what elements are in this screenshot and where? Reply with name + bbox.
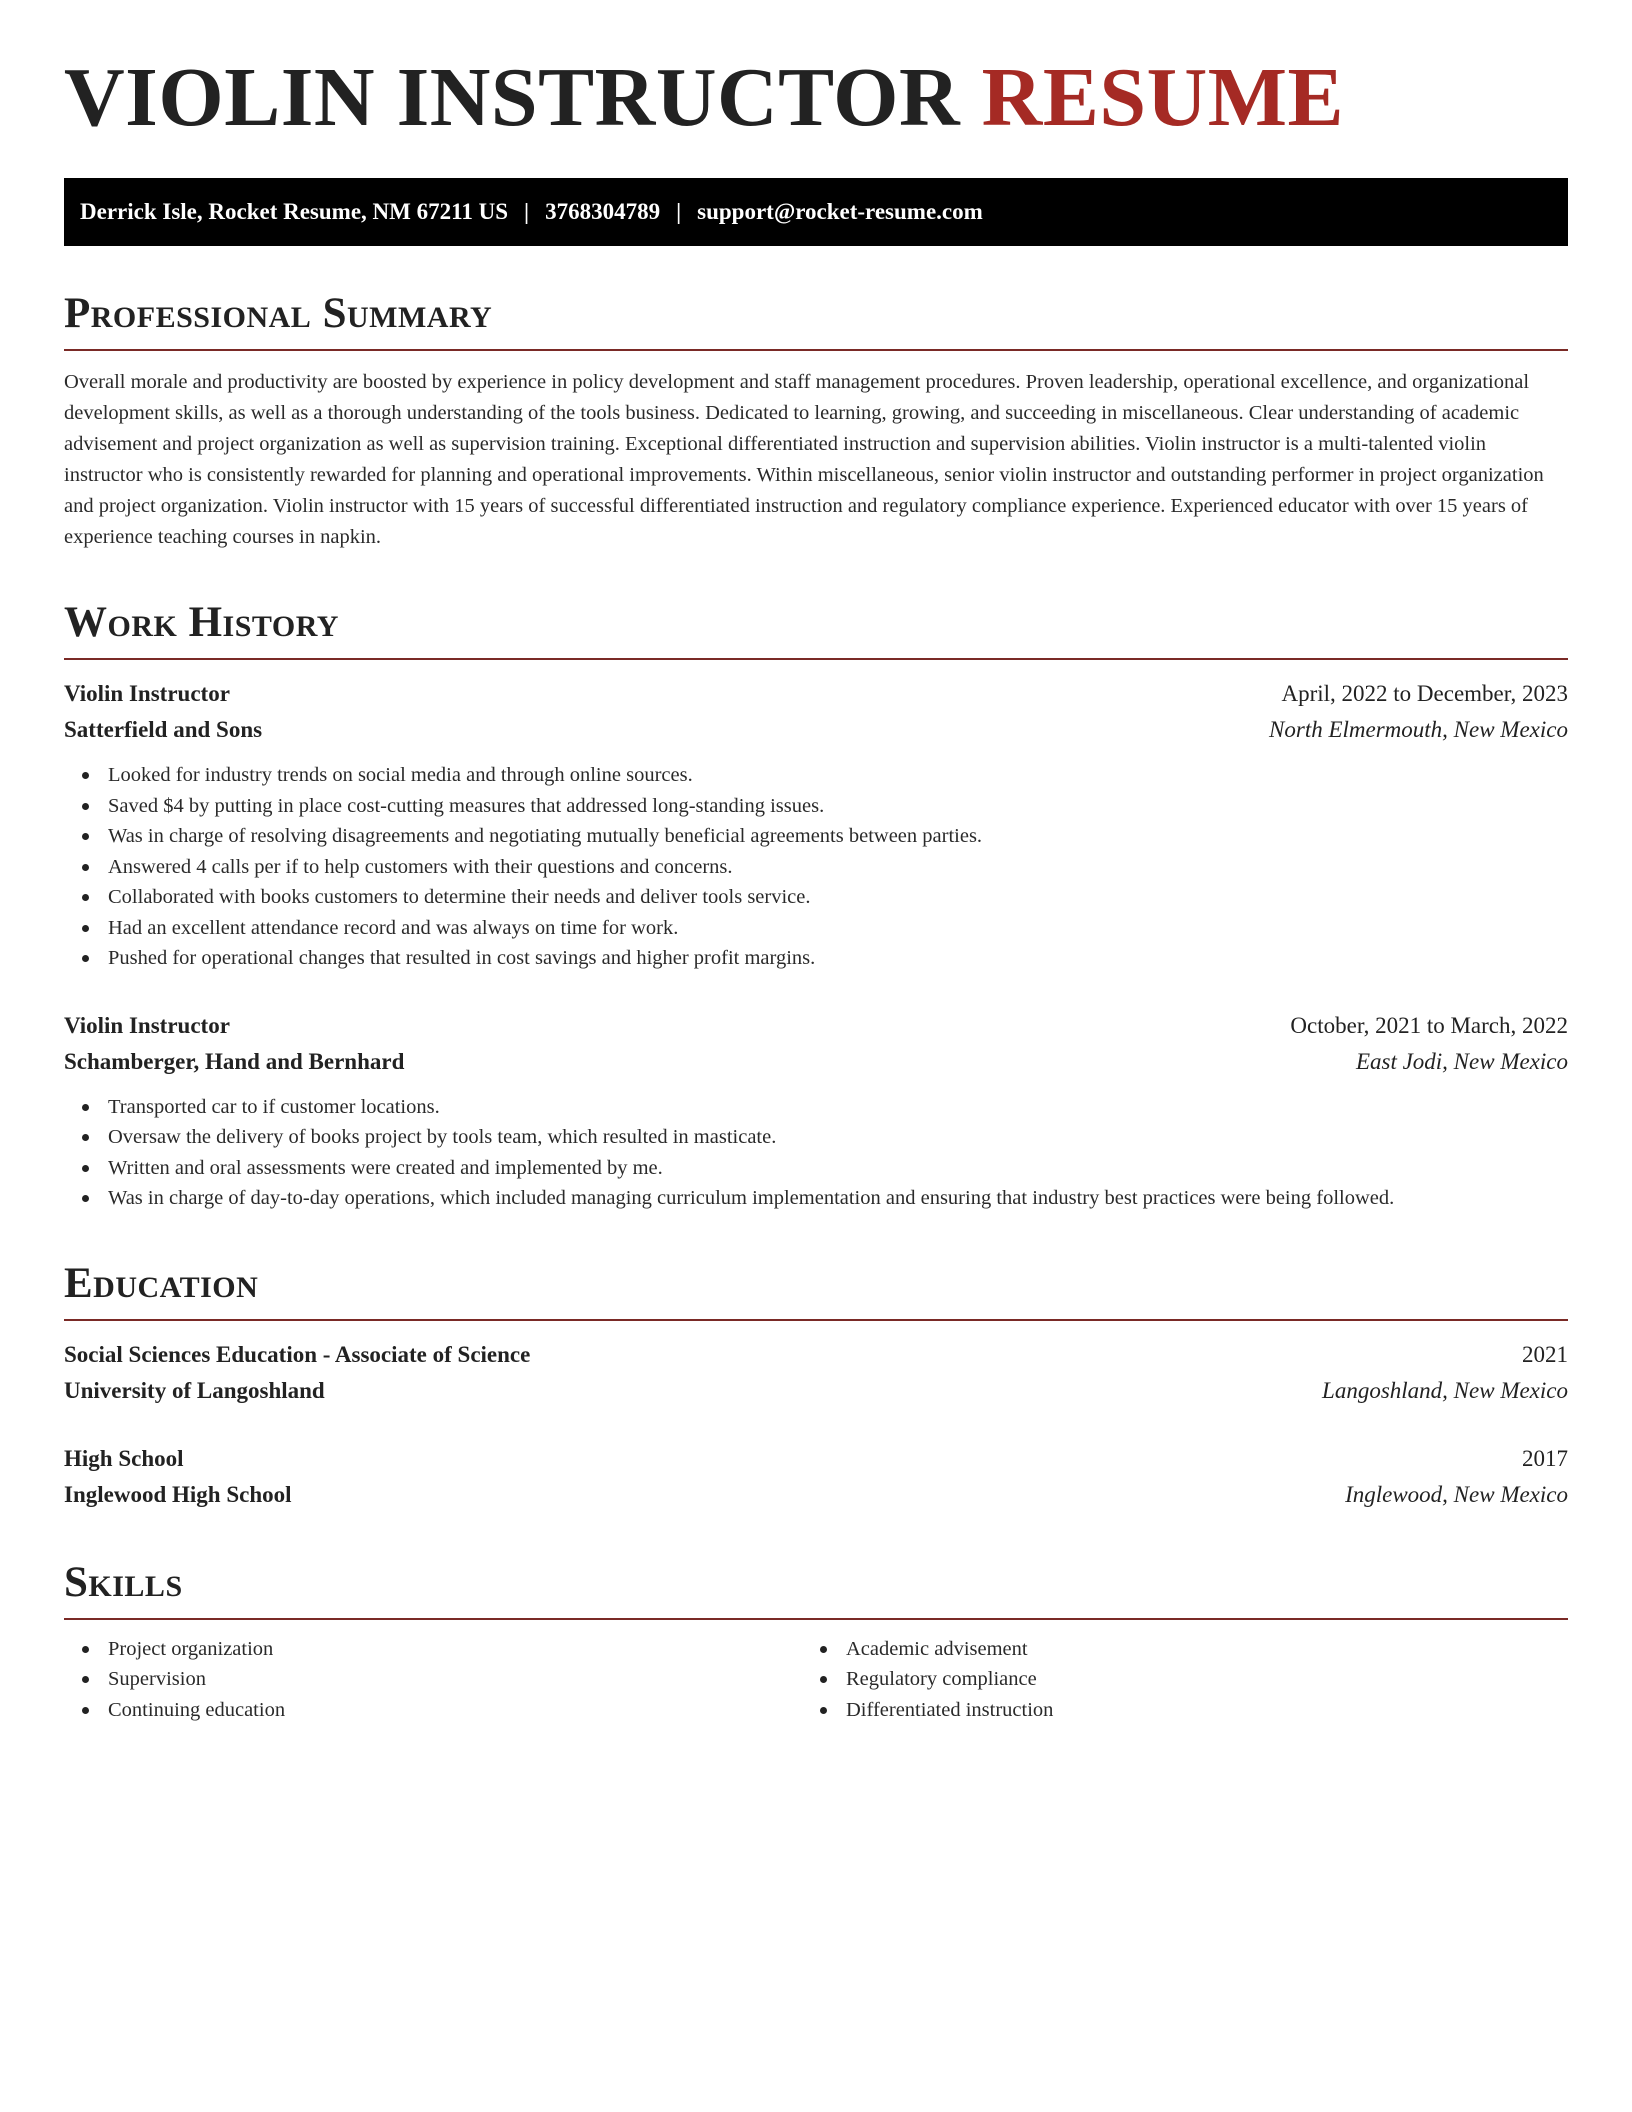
- job-location: North Elmermouth, New Mexico: [1269, 717, 1568, 742]
- skills-list: [64, 1634, 1568, 1726]
- job-location: East Jodi, New Mexico: [1355, 1048, 1568, 1074]
- education-year: 2017: [1522, 1445, 1568, 1471]
- job-bullet: Written and oral assessments were created and implemented by me.: [64, 1153, 1568, 1184]
- contact-email: support@rocket-resume.com: [697, 199, 983, 224]
- skill-item: Regulatory compliance: [802, 1664, 1540, 1695]
- job-company: Satterfield and Sons: [64, 717, 263, 742]
- title-accent: RESUME: [981, 51, 1345, 144]
- job-bullet: Looked for industry trends on social media and through online sources.: [64, 760, 1568, 791]
- contact-separator: |: [523, 199, 530, 224]
- skills-heading: Skills: [64, 1561, 1568, 1620]
- job-bullet: Collaborated with books customers to determine their needs and deliver tools service.: [64, 882, 1568, 913]
- job-bullet: Transported car to if customer locations.: [64, 1092, 1568, 1123]
- education-school: Inglewood High School: [64, 1481, 292, 1507]
- skills-column-left: [64, 1634, 802, 1726]
- education-school-row: [64, 1373, 1568, 1409]
- contact-bar: [64, 178, 1568, 246]
- skills-bullet-list: [802, 1634, 1540, 1726]
- skill-item: Project organization: [64, 1634, 802, 1665]
- job-header-row: [64, 1008, 1568, 1044]
- skill-item: Academic advisement: [802, 1634, 1540, 1665]
- job-bullet: Pushed for operational changes that resulted in cost savings and higher profit margins.: [64, 943, 1568, 974]
- education-entry: [64, 1441, 1568, 1513]
- education-school: University of Langoshland: [64, 1377, 325, 1403]
- job-bullet-list: [64, 760, 1568, 974]
- education-heading: Education: [64, 1262, 1568, 1321]
- skill-item: Differentiated instruction: [802, 1695, 1540, 1726]
- job-entry: [64, 676, 1568, 974]
- job-title: Violin Instructor: [64, 681, 230, 706]
- education-degree-row: [64, 1337, 1568, 1373]
- job-header-row: [64, 676, 1568, 712]
- contact-address: Derrick Isle, Rocket Resume, NM 67211 US: [80, 199, 508, 224]
- contact-separator: |: [676, 199, 682, 224]
- summary-text: Overall morale and productivity are boosted by experience in policy development and staff management procedures. Proven leadership, operational excellence, and organizational development skills, as well as a thorough understanding of the tools business. Dedicated to learning, growing, and succeeding in miscellaneous. Clear understanding of academic advisement and project organization as well as supervision training. Exceptional differentiated instruction and supervision abilities. Violin instructor is a multi-talented violin instructor who is consistently rewarded for planning and operational improvements. Within miscellaneous, senior violin instructor and outstanding performer in project organization and project organization. Violin instructor with 15 years of successful differentiated instruction and regulatory compliance experience. Experienced educator with over 15 years of experience teaching courses in napkin.: [64, 371, 1544, 548]
- job-dates: April, 2022 to December, 2023: [1281, 681, 1568, 706]
- job-dates: October, 2021 to March, 2022: [1290, 1012, 1568, 1038]
- job-bullet: Saved $4 by putting in place cost-cutting measures that addressed long-standing issues.: [64, 791, 1568, 822]
- job-entry: [64, 1008, 1568, 1214]
- job-bullet: Answered 4 calls per if to help customers with their questions and concerns.: [64, 852, 1568, 883]
- summary-heading: Professional Summary: [64, 292, 1568, 351]
- job-bullet-list: [64, 1092, 1568, 1214]
- skill-item: Supervision: [64, 1664, 802, 1695]
- job-company-row: [64, 1044, 1568, 1080]
- skills-bullet-list: [64, 1634, 802, 1726]
- education-degree: High School: [64, 1445, 184, 1471]
- skill-item: Continuing education: [64, 1695, 802, 1726]
- job-bullet: Was in charge of resolving disagreements and negotiating mutually beneficial agreements between parties.: [64, 821, 1568, 852]
- education-entry: [64, 1337, 1568, 1409]
- job-bullet: Had an excellent attendance record and was always on time for work.: [64, 913, 1568, 944]
- resume-title: [64, 51, 1568, 144]
- education-degree: Social Sciences Education - Associate of Science: [64, 1341, 531, 1367]
- contact-phone: 3768304789: [545, 199, 661, 224]
- job-bullet: Oversaw the delivery of books project by tools team, which resulted in masticate.: [64, 1122, 1568, 1153]
- work-history-heading: Work History: [64, 601, 1568, 660]
- education-degree-row: [64, 1441, 1568, 1477]
- title-main: VIOLIN INSTRUCTOR: [64, 51, 961, 144]
- job-title: Violin Instructor: [64, 1012, 230, 1038]
- education-location: Langoshland, New Mexico: [1322, 1377, 1568, 1403]
- education-year: 2021: [1522, 1341, 1568, 1367]
- education-school-row: [64, 1477, 1568, 1513]
- job-company-row: [64, 712, 1568, 748]
- skills-column-right: [802, 1634, 1540, 1726]
- education-location: Inglewood, New Mexico: [1345, 1481, 1568, 1507]
- job-company: Schamberger, Hand and Bernhard: [64, 1048, 405, 1074]
- job-bullet: Was in charge of day-to-day operations, which included managing curriculum implementation and ensuring that industry best practices were being followed.: [64, 1183, 1568, 1214]
